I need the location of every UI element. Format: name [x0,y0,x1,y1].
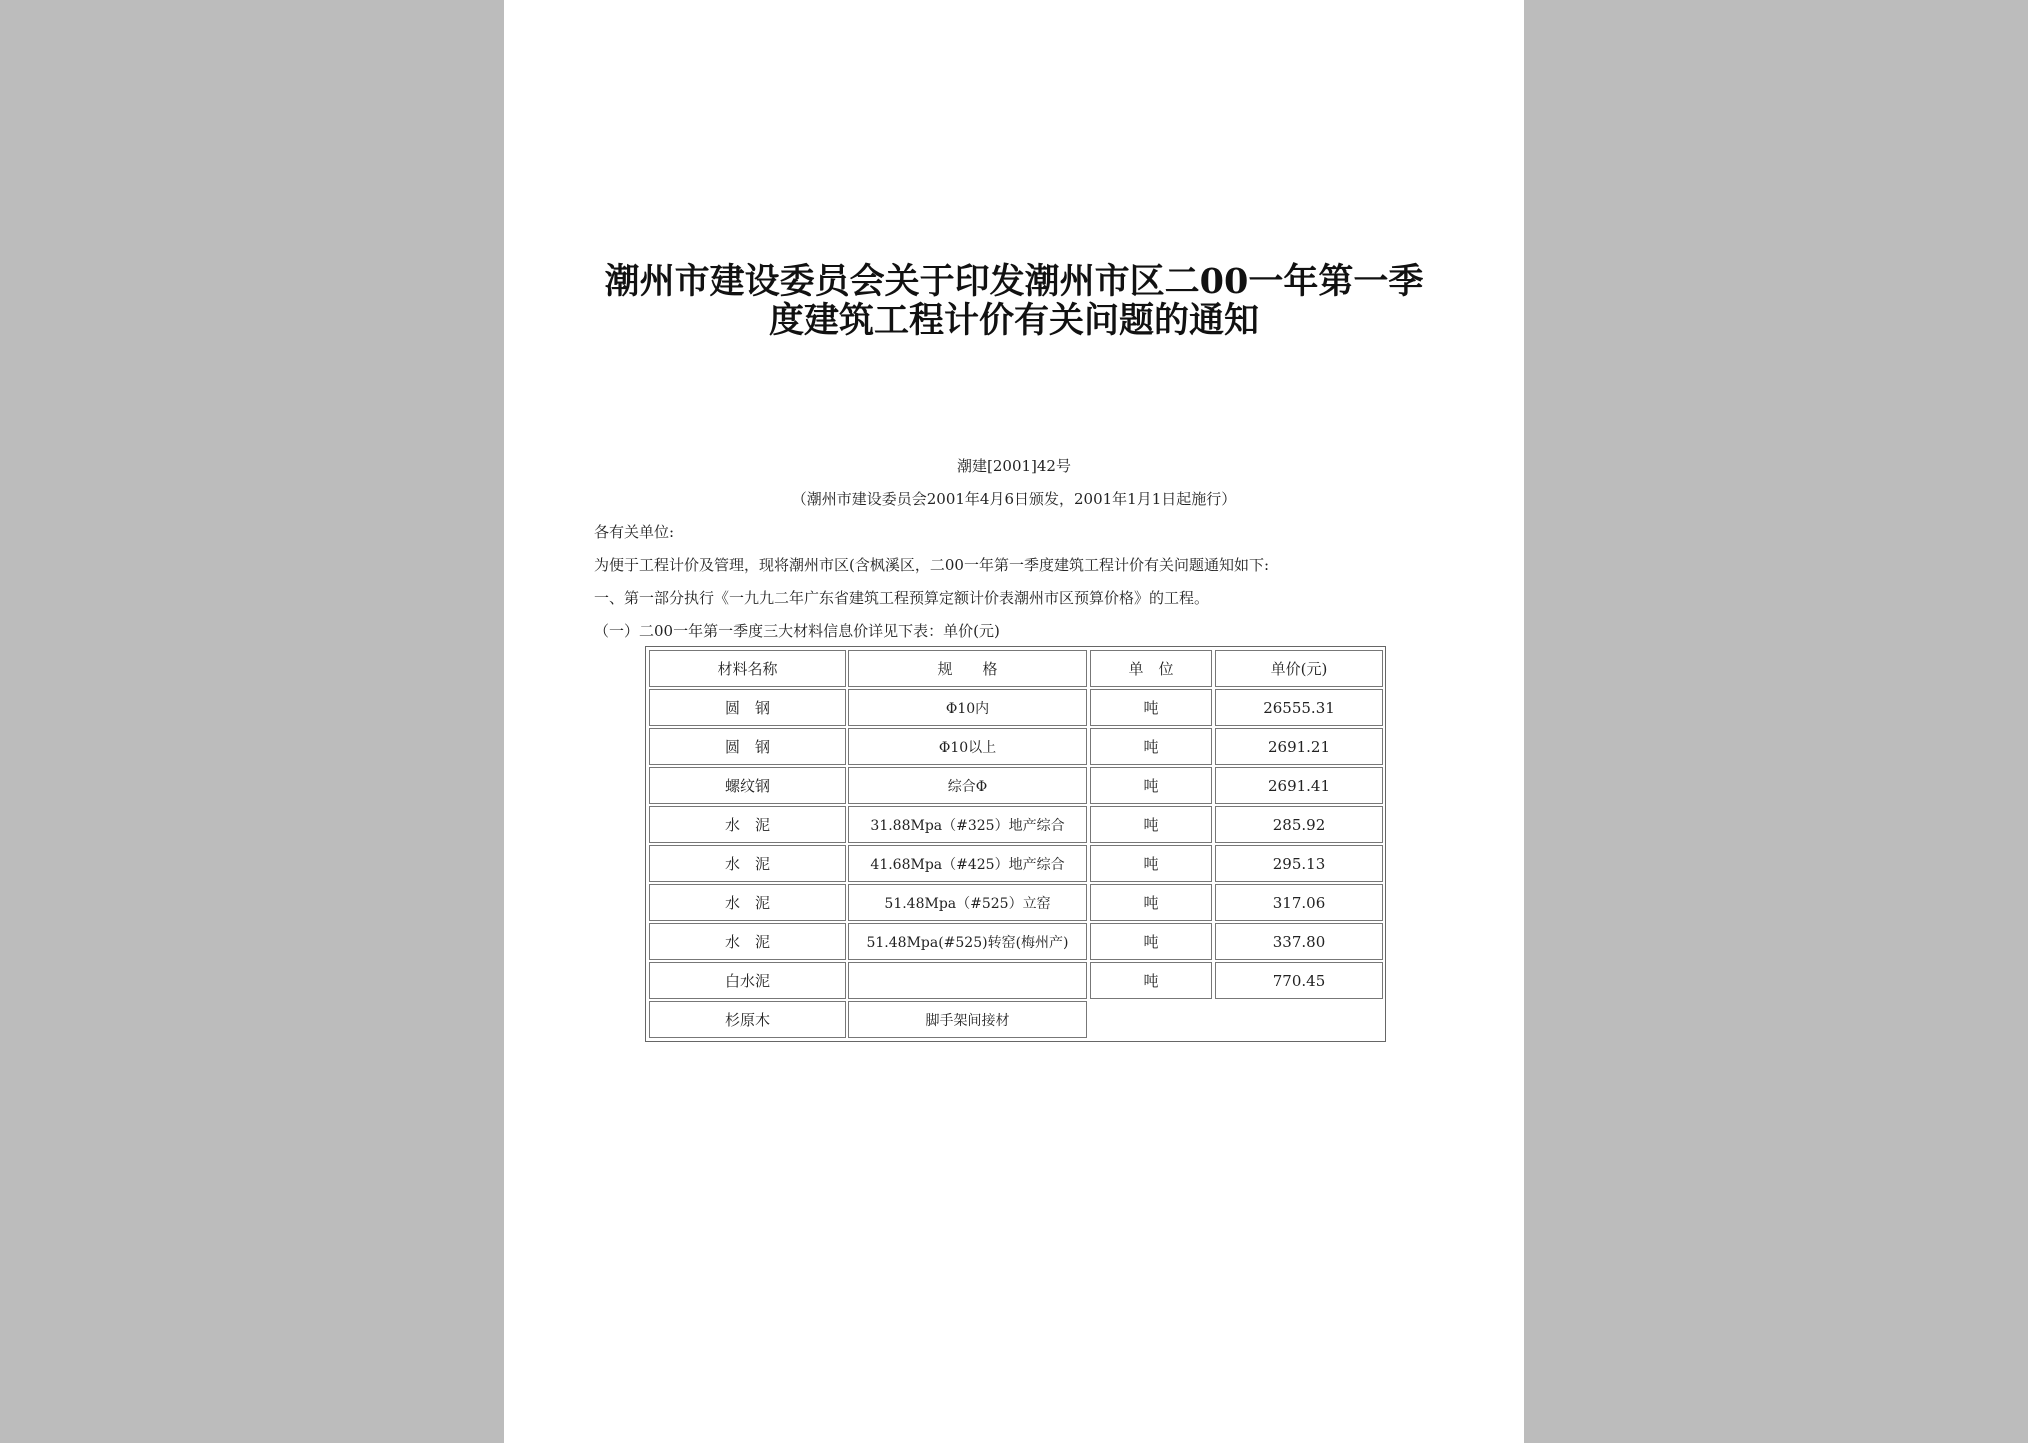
table-cell: 水 泥 [649,884,846,921]
table-cell: 脚手架间接材 [848,1001,1087,1038]
material-price-table [645,646,1386,1042]
table-cell: 吨 [1090,728,1212,765]
title-line-1: 潮州市建设委员会关于印发潮州市区二00一年第一季 [604,261,1424,302]
table-cell: 吨 [1090,884,1212,921]
table-header-cell: 单 位 [1090,650,1212,687]
table-cell: Φ10以上 [848,728,1087,765]
table-cell: 杉原木 [649,1001,846,1038]
table-header-cell: 材料名称 [649,650,846,687]
table-cell: 26555.31 [1215,689,1383,726]
table-cell: 吨 [1090,923,1212,960]
table-cell: 吨 [1090,806,1212,843]
table-cell: 2691.41 [1215,767,1383,804]
table-cell: 白水泥 [649,962,846,999]
table-cell: 770.45 [1215,962,1383,999]
intro-paragraph: 为便于工程计价及管理，现将潮州市区(含枫溪区，二00一年第一季度建筑工程计价有关问题通知如下: [594,556,1269,574]
table-cell: Φ10内 [848,689,1087,726]
table-cell: 水 泥 [649,806,846,843]
document-number: 潮建[2001]42号 [957,457,1071,475]
table-cell: 圆 钢 [649,728,846,765]
table-cell: 水 泥 [649,923,846,960]
table-cell [848,962,1087,999]
table-header-cell: 规 格 [848,650,1087,687]
table-cell: 31.88Mpa（#325）地产综合 [848,806,1087,843]
table-cell: 螺纹钢 [649,767,846,804]
table-cell: 圆 钢 [649,689,846,726]
table-header-cell: 单价(元) [1215,650,1383,687]
table-cell: 317.06 [1215,884,1383,921]
table-cell: 337.80 [1215,923,1383,960]
table-cell: 2691.21 [1215,728,1383,765]
table-cell: 吨 [1090,689,1212,726]
table-cell: 吨 [1090,845,1212,882]
table-cell: 41.68Mpa（#425）地产综合 [848,845,1087,882]
table-cell: 吨 [1090,962,1212,999]
table-cell: 285.92 [1215,806,1383,843]
issued-note: （潮州市建设委员会2001年4月6日颁发，2001年1月1日起施行） [791,490,1237,508]
title-line-2: 度建筑工程计价有关问题的通知 [768,300,1259,341]
table-cell: 吨 [1090,767,1212,804]
table-cell: 51.48Mpa（#525）立窑 [848,884,1087,921]
subsection-1-paragraph: （一）二00一年第一季度三大材料信息价详见下表：单价(元) [594,622,1000,640]
table-cell: 295.13 [1215,845,1383,882]
salutation: 各有关单位: [594,523,675,541]
table-cell: 水 泥 [649,845,846,882]
table-cell: 综合Φ [848,767,1087,804]
section-1-paragraph: 一、第一部分执行《一九九二年广东省建筑工程预算定额计价表潮州市区预算价格》的工程。 [594,589,1210,607]
table-cell: 51.48Mpa(#525)转窑(梅州产) [848,923,1087,960]
document-page [504,0,1524,1443]
document-title [504,262,1524,340]
